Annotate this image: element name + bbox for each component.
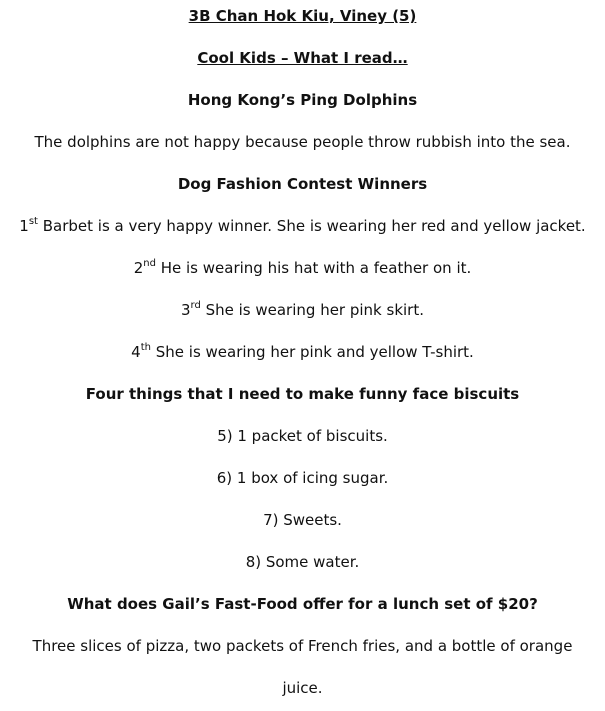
dog-winner-2-suffix: nd xyxy=(143,258,156,269)
fastfood-answer-line-2: juice. xyxy=(282,679,323,697)
dog-winner-3-suffix: rd xyxy=(190,300,201,311)
dog-winner-1-suffix: st xyxy=(28,216,38,227)
dolphins-heading: Hong Kong’s Ping Dolphins xyxy=(187,91,418,109)
dogs-heading: Dog Fashion Contest Winners xyxy=(177,175,428,193)
biscuit-item-2: 6) 1 box of icing sugar. xyxy=(216,469,389,487)
biscuits-heading: Four things that I need to make funny face biscuits xyxy=(85,385,520,403)
dog-winner-4-suffix: th xyxy=(140,342,151,353)
dog-winner-4-number: 4 xyxy=(131,343,141,361)
biscuit-item-3: 7) Sweets. xyxy=(263,511,342,529)
dog-winner-2-text: He is wearing his hat with a feather on it. xyxy=(155,259,472,277)
dog-winner-1-text: Barbet is a very happy winner. She is wearing her red and yellow jacket. xyxy=(37,217,586,235)
biscuit-item-1: 5) 1 packet of biscuits. xyxy=(217,427,388,445)
page-title: Cool Kids – What I read… xyxy=(197,49,408,67)
dog-winner-2-number: 2 xyxy=(133,259,144,277)
dog-winner-3 xyxy=(0,300,605,320)
dog-winner-1-number: 1 xyxy=(19,217,29,235)
dog-winner-3-number: 3 xyxy=(180,301,191,319)
dog-winner-2 xyxy=(0,258,605,278)
dog-winner-3-text: She is wearing her pink skirt. xyxy=(200,301,424,319)
student-name: 3B Chan Hok Kiu, Viney (5) xyxy=(188,7,417,25)
fastfood-heading: What does Gail’s Fast-Food offer for a lunch set of $20? xyxy=(67,595,538,613)
dog-winner-4 xyxy=(0,342,605,362)
dolphins-text: The dolphins are not happy because people throw rubbish into the sea. xyxy=(34,133,571,151)
dog-winner-1 xyxy=(0,216,605,236)
biscuit-item-4: 8) Some water. xyxy=(245,553,360,571)
dog-winner-4-text: She is wearing her pink and yellow T-shirt. xyxy=(150,343,474,361)
fastfood-answer-line-1: Three slices of pizza, two packets of French fries, and a bottle of orange xyxy=(32,637,573,655)
